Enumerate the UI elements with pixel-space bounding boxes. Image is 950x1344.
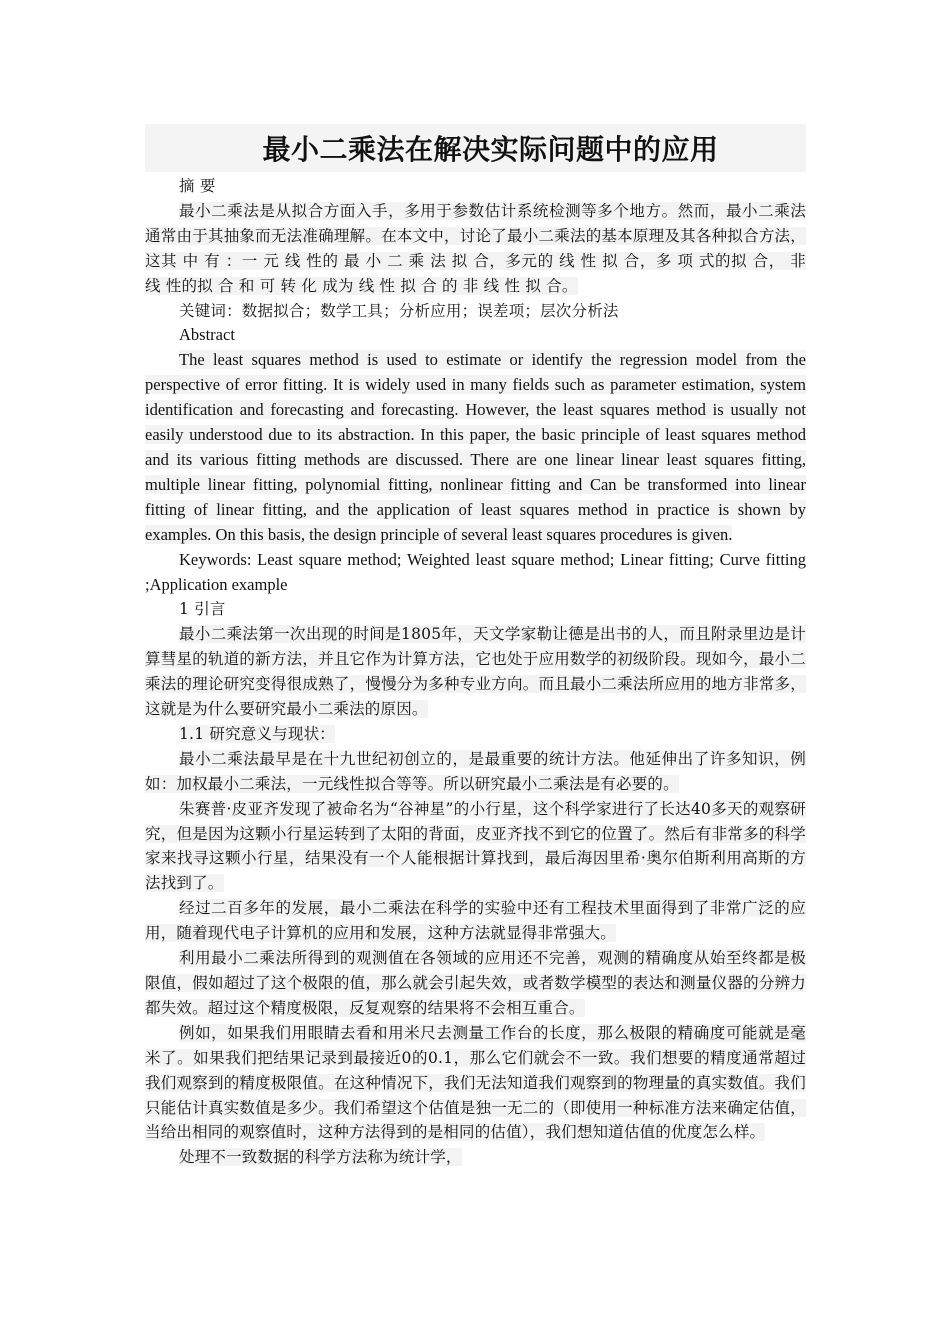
paragraph-b-text: 朱赛普·皮亚齐发现了被命名为“谷神星”的小行星，这个科学家进行了长达40多天的观察研究，但是因为这颗小行星运转到了太阳的背面，皮亚齐找不到它的位置了。然后有非常多的科学家来找寻这颗小行星，结果没有一个人能根据计算找到，最后海因里希·奥尔伯斯利用高斯的方法找到了。 [145, 799, 806, 893]
abstract-heading-text: 摘 要 [179, 177, 216, 195]
page-title: 最小二乘法在解决实际问题中的应用 [262, 133, 719, 166]
title-bar [145, 124, 806, 172]
abstract-cn-paragraph [145, 199, 806, 299]
abstract-heading [145, 174, 806, 199]
paragraph-a [145, 747, 806, 797]
paragraph-f-text: 处理不一致数据的科学方法称为统计学， [179, 1148, 462, 1167]
section1-heading-text: 1 引言 [179, 600, 226, 619]
section11-heading-text: 1.1 研究意义与现状： [179, 724, 335, 743]
paragraph-d [145, 946, 806, 1021]
keywords-en-paragraph [145, 548, 806, 598]
paragraph-c-text: 经过二百多年的发展，最小二乘法在科学的实验中还有工程技术里面得到了非常广泛的应用，随着现代电子计算机的应用和发展，这种方法就显得非常强大。 [145, 899, 806, 943]
document-page [145, 124, 806, 1170]
abstract-en-heading-text: Abstract [179, 325, 235, 345]
section1-paragraph [145, 622, 806, 722]
paragraph-d-text: 利用最小二乘法所得到的观测值在各领域的应用还不完善，观测的精确度从始至终都是极限值，假如超过了这个极限的值，那么就会引起失效，或者数学模型的表达和测量仪器的分辨力都失效。超过这个精度极限，反复观察的结果将不会相互重合。 [145, 949, 806, 1017]
section1-text: 最小二乘法第一次出现的时间是1805年，天文学家勒让德是出书的人，而且附录里边是计算彗星的轨道的新方法，并且它作为计算方法，它也处于应用数学的初级阶段。现如今，最小二乘法的理论研究变得很成熟了，慢慢分为多种专业方向。而且最小二乘法所应用的地方非常多，这就是为什么要研究最小二乘法的原因。 [145, 625, 806, 719]
section11-heading [145, 722, 806, 747]
keywords-en-text: Keywords: Least square method; Weighted least square method; Linear fitting; Curve fitting ;Application example [145, 549, 806, 594]
paragraph-e-text: 例如，如果我们用眼睛去看和用米尺去测量工作台的长度，那么极限的精确度可能就是毫米了。如果我们把结果记录到最接近0的0.1，那么它们就会不一致。我们想要的精度通常超过我们观察到的精度极限值。在这种情况下，我们无法知道我们观察到的物理量的真实数值。我们只能估计真实数值是多少。我们希望这个估值是独一无二的（即使用一种标准方法来确定估值，当给出相同的观察值时，这种方法得到的是相同的估值），我们想知道估值的优度怎么样。 [145, 1023, 806, 1142]
keywords-cn-text: 关键词：数据拟合；数学工具；分析应用；误差项；层次分析法 [179, 301, 619, 320]
paragraph-c [145, 896, 806, 946]
paragraph-b [145, 797, 806, 897]
paragraph-a-text: 最小二乘法最早是在十九世纪初创立的，是最重要的统计方法。他延伸出了许多知识，例如：加权最小二乘法，一元线性拟合等等。所以研究最小二乘法是有必要的。 [145, 749, 806, 793]
paragraph-f [145, 1145, 806, 1170]
abstract-en-paragraph [145, 348, 806, 547]
keywords-cn-paragraph [145, 299, 806, 324]
abstract-en-text: The least squares method is used to estimate or identify the regression model from the perspective of error fitting. It is widely used in many fields such as parameter estimation, system identification and forecasting and forecasting. However, the least squares method is usually not easily understood due to its abstraction. In this paper, the basic principle of least squares method and its various fitting methods are discussed. There are one linear linear least squares fitting, multiple linear fitting, polynomial fitting, nonlinear fitting and Can be transformed into linear fitting of linear fitting, and the application of least squares method in practice is shown by examples. On this basis, the design principle of several least squares procedures is given. [145, 350, 806, 544]
paragraph-e [145, 1021, 806, 1146]
abstract-en-heading [145, 323, 806, 348]
section1-heading [145, 597, 806, 622]
abstract-cn-text: 最小二乘法是从拟合方面入手，多用于参数估计系统检测等多个地方。然而，最小二乘法通常由于其抽象而无法准确理解。在本文中，讨论了最小二乘法的基本原理及其各种拟合方法，这其 中 有 ：一 元 线 性的 最 小 二 乘 法 拟 合，多元的 线 性 拟 合，多 项 式的拟 合， 非 线 性的拟 合 和 可 转 化 成为 线 性 拟 合 的 非 线 性 拟 合。 [145, 201, 806, 295]
